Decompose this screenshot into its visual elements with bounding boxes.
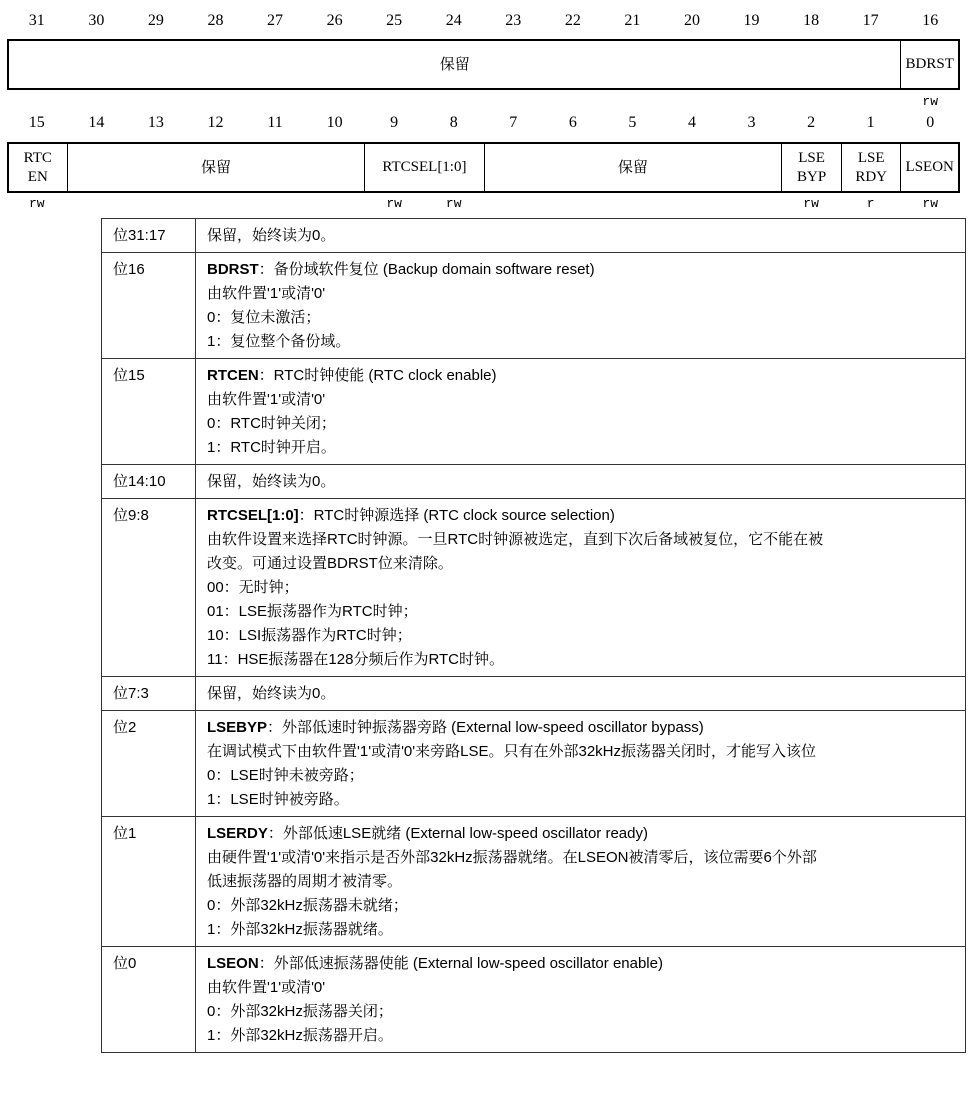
register-field-label: LSE RDY: [855, 149, 887, 185]
bit-number-14: 14: [88, 114, 105, 131]
access-mode: [364, 94, 424, 109]
field-heading-text: ：备份域软件复位 (Backup domain software reset): [258, 261, 595, 278]
description-line: 低速振荡器的周期才被清零。: [207, 873, 403, 890]
register-field-label: 保留: [617, 158, 648, 176]
bit-description: [196, 677, 966, 711]
bit-range: 位9:8: [102, 499, 196, 677]
lower-access: [7, 196, 960, 211]
access-mode: [484, 196, 544, 211]
description-line: 由软件置'1'或清'0': [207, 979, 326, 996]
bit-description: [196, 219, 966, 253]
access-mode: [186, 196, 246, 211]
field-heading: [207, 258, 957, 282]
description-line: 0：复位未激活；: [207, 309, 321, 326]
bit-description: [196, 817, 966, 947]
access-mode: [67, 196, 127, 211]
access-mode: rw: [922, 196, 939, 211]
register-field: [900, 144, 960, 191]
bit-number-21: 21: [624, 12, 641, 29]
bit-number-3: 3: [747, 114, 756, 131]
access-mode: [484, 94, 544, 109]
register-field: [781, 144, 841, 191]
bit-number-16: 16: [922, 12, 939, 29]
access-mode: [126, 196, 186, 211]
lower-fields: [7, 142, 960, 193]
description-line: 1：外部32kHz振荡器开启。: [207, 1027, 393, 1044]
bit-number-7: 7: [509, 114, 518, 131]
table-row: [102, 253, 966, 359]
access-mode: r: [866, 196, 875, 211]
access-mode: [722, 196, 782, 211]
bit-number-29: 29: [147, 12, 164, 29]
register-field: [900, 41, 960, 88]
register-field: [484, 144, 782, 191]
bit-number-31: 31: [28, 12, 45, 29]
upper-bit-numbers: [7, 12, 960, 30]
bit-number-28: 28: [207, 12, 224, 29]
description-line: 保留，始终读为0。: [207, 227, 336, 244]
description-line: 在调试模式下由软件置'1'或清'0'来旁路LSE。只有在外部32kHz振荡器关闭时，才能写入该位: [207, 743, 817, 760]
field-heading: [207, 504, 957, 528]
access-mode: rw: [386, 196, 402, 211]
access-mode: [7, 94, 67, 109]
access-mode: [662, 94, 722, 109]
field-heading-text: ：RTC时钟源选择 (RTC clock source selection): [298, 507, 615, 524]
bit-number-15: 15: [28, 114, 45, 131]
upper-access: [7, 94, 960, 109]
access-mode: rw: [803, 196, 819, 211]
access-mode: rw: [922, 94, 939, 109]
field-heading: [207, 364, 957, 388]
table-row: [102, 817, 966, 947]
description-line: 0：RTC时钟关闭；: [207, 415, 336, 432]
description-line: 1：LSE时钟被旁路。: [207, 791, 349, 808]
bit-description-table: [101, 218, 966, 1053]
bit-description: [196, 947, 966, 1053]
bit-description: [196, 253, 966, 359]
bit-number-19: 19: [743, 12, 760, 29]
table-row: [102, 219, 966, 253]
access-mode: [67, 94, 127, 109]
description-line: 由硬件置'1'或清'0'来指示是否外部32kHz振荡器就绪。在LSEON被清零后，该位需要6个外部: [207, 849, 817, 866]
bit-number-27: 27: [267, 12, 284, 29]
register-field-label: 保留: [200, 158, 231, 176]
bit-range: 位16: [102, 253, 196, 359]
description-line: 00：无时钟；: [207, 579, 299, 596]
register-field-label: BDRST: [905, 56, 954, 72]
description-line: 1：RTC时钟开启。: [207, 439, 336, 456]
bit-range: 位31:17: [102, 219, 196, 253]
bit-number-13: 13: [147, 114, 164, 131]
field-heading: [207, 716, 957, 740]
bit-number-30: 30: [88, 12, 105, 29]
bit-number-23: 23: [505, 12, 522, 29]
register-field-label: LSEON: [905, 159, 954, 175]
bit-number-8: 8: [449, 114, 458, 131]
access-mode: [543, 196, 603, 211]
register-field-label: RTCSEL[1:0]: [382, 159, 467, 175]
access-mode: [841, 94, 901, 109]
field-heading: [207, 952, 957, 976]
access-mode: [245, 196, 305, 211]
access-mode: [305, 196, 365, 211]
bit-range: 位14:10: [102, 465, 196, 499]
bit-description: [196, 499, 966, 677]
table-row: [102, 359, 966, 465]
access-mode: [662, 196, 722, 211]
access-mode: [603, 94, 663, 109]
register-field-label: RTC EN: [23, 149, 52, 185]
register-field: [7, 41, 900, 88]
bit-number-12: 12: [207, 114, 224, 131]
access-mode: [543, 94, 603, 109]
bit-range: 位0: [102, 947, 196, 1053]
table-row: [102, 677, 966, 711]
field-name: BDRST: [207, 261, 259, 278]
bit-range: 位7:3: [102, 677, 196, 711]
bit-range: 位2: [102, 711, 196, 817]
bit-number-1: 1: [866, 114, 875, 131]
field-heading-text: ：外部低速LSE就绪 (External low-speed oscillator ready): [267, 825, 648, 842]
description-line: 10：LSI振荡器作为RTC时钟；: [207, 627, 412, 644]
register-field: [364, 144, 483, 191]
access-mode: rw: [445, 196, 462, 211]
description-line: 01：LSE振荡器作为RTC时钟；: [207, 603, 418, 620]
description-line: 0：外部32kHz振荡器未就绪；: [207, 897, 408, 914]
register-field: [7, 144, 67, 191]
description-line: 0：LSE时钟未被旁路；: [207, 767, 364, 784]
description-line: 1：复位整个备份域。: [207, 333, 351, 350]
field-heading-text: ：RTC时钟使能 (RTC clock enable): [258, 367, 497, 384]
access-mode: [603, 196, 663, 211]
register-field: [67, 144, 365, 191]
bit-description: [196, 465, 966, 499]
description-line: 11：HSE振荡器在128分频后作为RTC时钟。: [207, 651, 504, 668]
field-name: RTCSEL[1:0]: [207, 507, 299, 524]
upper-fields: [7, 39, 960, 90]
bit-number-9: 9: [390, 114, 399, 131]
bit-number-10: 10: [326, 114, 343, 131]
bit-number-4: 4: [687, 114, 696, 131]
register-field-label: 保留: [439, 55, 470, 73]
field-name: RTCEN: [207, 367, 259, 384]
field-name: LSERDY: [207, 825, 268, 842]
bit-number-11: 11: [267, 114, 283, 131]
field-heading-text: ：外部低速时钟振荡器旁路 (External low-speed oscillator bypass): [267, 719, 704, 736]
table-row: [102, 947, 966, 1053]
bit-number-20: 20: [683, 12, 700, 29]
register-field-label: LSE BYP: [797, 149, 827, 185]
bit-description: [196, 711, 966, 817]
bit-number-17: 17: [862, 12, 879, 29]
access-mode: rw: [28, 196, 45, 211]
register-field: [841, 144, 901, 191]
field-name: LSEBYP: [207, 719, 268, 736]
table-row: [102, 499, 966, 677]
bit-number-25: 25: [386, 12, 403, 29]
bit-description: [196, 359, 966, 465]
description-line: 由软件置'1'或清'0': [207, 285, 326, 302]
bit-number-26: 26: [326, 12, 343, 29]
description-line: 改变。可通过设置BDRST位来清除。: [207, 555, 453, 572]
description-line: 1：外部32kHz振荡器就绪。: [207, 921, 393, 938]
bit-number-0: 0: [926, 114, 935, 131]
description-line: 由软件置'1'或清'0': [207, 391, 326, 408]
description-line: 保留，始终读为0。: [207, 685, 336, 702]
bit-number-22: 22: [564, 12, 581, 29]
table-row: [102, 465, 966, 499]
table-row: [102, 711, 966, 817]
access-mode: [126, 94, 186, 109]
access-mode: [424, 94, 484, 109]
lower-bit-numbers: [7, 114, 960, 132]
bit-number-6: 6: [568, 114, 577, 131]
description-line: 0：外部32kHz振荡器关闭；: [207, 1003, 393, 1020]
description-line: 保留，始终读为0。: [207, 473, 336, 490]
description-line: 由软件设置来选择RTC时钟源。一旦RTC时钟源被选定，直到下次后备域被复位，它不能在被: [207, 531, 824, 548]
access-mode: [781, 94, 841, 109]
bit-number-24: 24: [445, 12, 462, 29]
bit-number-2: 2: [807, 114, 816, 131]
field-heading-text: ：外部低速振荡器使能 (External low-speed oscillator enable): [258, 955, 663, 972]
bit-range: 位15: [102, 359, 196, 465]
bit-number-18: 18: [803, 12, 820, 29]
access-mode: [305, 94, 365, 109]
field-name: LSEON: [207, 955, 259, 972]
bit-range: 位1: [102, 817, 196, 947]
access-mode: [186, 94, 246, 109]
bit-number-5: 5: [628, 114, 637, 131]
field-heading: [207, 822, 957, 846]
access-mode: [722, 94, 782, 109]
access-mode: [245, 94, 305, 109]
